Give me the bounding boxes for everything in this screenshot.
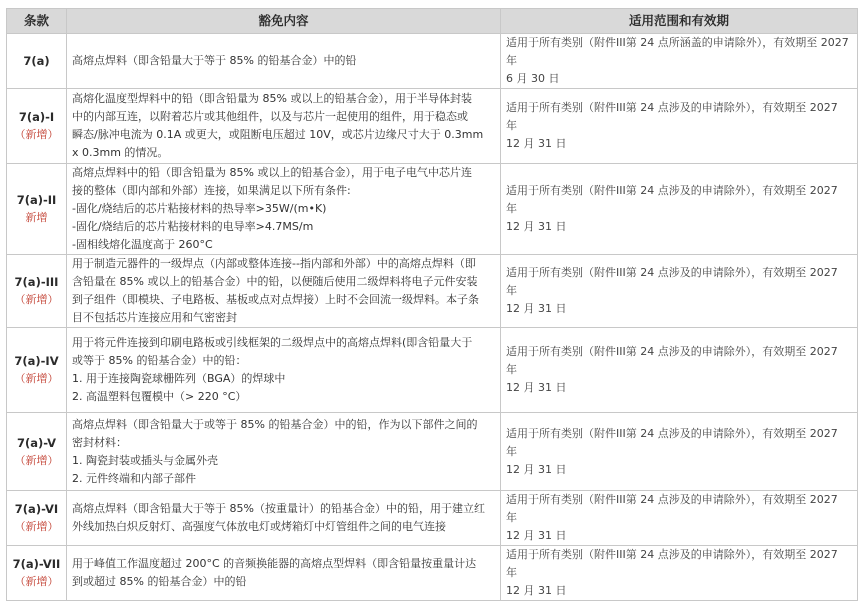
exemption-text: -固化/烧结后的芯片粘接材料的电导率>4.7MS/m xyxy=(72,220,314,233)
clause-number: 7(a)-VI xyxy=(14,502,59,516)
new-tag: （新增） xyxy=(14,372,59,385)
exemption-text: 含铅量在 85% 或以上的铅基合金）中的铅，以便随后使用二级焊料将电子元件安装 xyxy=(72,275,478,288)
scope-cell xyxy=(501,413,858,491)
table-row xyxy=(7,34,858,89)
table-row xyxy=(7,413,858,491)
exemption-text: 用于峰值工作温度超过 200°C 的音频换能器的高熔点型焊料（即含铅量按重量计达 xyxy=(72,557,477,570)
scope-text: 12 月 31 日 xyxy=(506,137,567,150)
exemption-text: 密封材料： xyxy=(72,435,127,449)
scope-text: 12 月 31 日 xyxy=(506,529,567,542)
exemption-text: 用于将元件连接到印刷电路板或引线框架的二级焊点中的高熔点焊料(即含铅量大于 xyxy=(72,336,473,349)
clause-number: 7(a)-IV xyxy=(14,354,59,368)
exemption-text: -固相线熔化温度高于 260°C xyxy=(72,238,213,251)
exemption-text: 1. 陶瓷封装或插头与金属外壳 xyxy=(72,453,218,467)
table-row xyxy=(7,491,858,546)
exemption-text: 高熔点焊料（即含铅量大于或等于 85% 的铅基合金）中的铅，作为以下部件之间的 xyxy=(72,417,478,431)
scope-text: 12 月 31 日 xyxy=(506,584,567,597)
scope-cell xyxy=(501,546,858,601)
exemption-cell xyxy=(67,255,501,328)
exemption-cell xyxy=(67,164,501,255)
exemption-text: 高熔化温度型焊料中的铅（即含铅量为 85% 或以上的铅基合金），用于半导体封装 xyxy=(72,92,472,105)
header-exemption: 豁免内容 xyxy=(67,9,501,34)
exemption-text: 用于制造元器件的一级焊点（内部或整体连接--指内部和外部）中的高熔点焊料（即 xyxy=(72,257,476,270)
clause-number: 7(a)-II xyxy=(16,193,57,207)
clause-number: 7(a)-V xyxy=(16,435,57,450)
exemption-cell xyxy=(67,546,501,601)
scope-cell xyxy=(501,164,858,255)
scope-cell xyxy=(501,89,858,164)
scope-cell xyxy=(501,34,858,89)
exemption-text: 高熔点焊料（即含铅量大于等于 85% 的铅基合金）中的铅 xyxy=(72,54,357,67)
scope-text: 6 月 30 日 xyxy=(506,72,560,85)
scope-cell xyxy=(501,491,858,546)
scope-text: 12 月 31 日 xyxy=(506,220,567,233)
new-tag: （新增） xyxy=(14,575,59,588)
clause-number: 7(a)-III xyxy=(14,275,59,289)
scope-text: 适用于所有类别（附件III第 24 点涉及的申请除外），有效期至 2027 年 xyxy=(506,266,838,297)
clause-cell xyxy=(7,413,67,491)
exemption-text: -固化/烧结后的芯片粘接材料的热导率>35W/(m•K) xyxy=(72,202,327,215)
exemption-cell xyxy=(67,491,501,546)
clause-cell xyxy=(7,491,67,546)
scope-text: 12 月 31 日 xyxy=(506,381,567,394)
exemption-text: 接的整体（即内部和外部）连接，如果满足以下所有条件: xyxy=(72,184,351,197)
header-scope: 适用范围和有效期 xyxy=(501,9,858,34)
exemption-text: 2. 高温塑料包覆模中（> 220 °C） xyxy=(72,390,247,403)
exemption-text: x 0.3mm 的情况。 xyxy=(72,146,169,159)
exemption-text: 目不包括芯片连接应用和气密密封 xyxy=(72,311,237,324)
clause-cell xyxy=(7,164,67,255)
new-tag: （新增） xyxy=(14,453,59,467)
new-tag: （新增） xyxy=(14,520,59,533)
exemption-text: 高熔点焊料（即含铅量大于等于 85%（按重量计）的铅基合金）中的铅，用于建立红 xyxy=(72,502,485,515)
scope-text: 12 月 31 日 xyxy=(506,462,567,476)
clause-number: 7(a)-I xyxy=(18,110,55,124)
exemption-text: 外线加热白炽反射灯、高强度气体放电灯或烤箱灯中灯管组件之间的电气连接 xyxy=(72,520,446,533)
exemption-text: 瞬态/脉冲电流为 0.1A 或更大，或阻断电压超过 10V，或芯片边缘尺寸大于 0.3mm xyxy=(72,128,484,141)
scope-text: 适用于所有类别（附件III第 24 点涉及的申请除外），有效期至 2027 年 xyxy=(506,548,838,579)
scope-text: 12 月 31 日 xyxy=(506,302,567,315)
table-row xyxy=(7,546,858,601)
header-row xyxy=(7,9,858,34)
exemption-text: 1. 用于连接陶瓷球栅阵列（BGA）的焊球中 xyxy=(72,372,286,385)
exemption-text: 高熔点焊料中的铅（即含铅量为 85% 或以上的铅基合金），用于电子电气中芯片连 xyxy=(72,166,472,179)
scope-text: 适用于所有类别（附件III第 24 点涉及的申请除外），有效期至 2027 年 xyxy=(506,345,838,376)
clause-number: 7(a) xyxy=(23,54,50,68)
clause-cell xyxy=(7,328,67,413)
exemption-cell xyxy=(67,34,501,89)
exemption-text: 2. 元件终端和内部子部件 xyxy=(72,471,196,485)
clause-number: 7(a)-VII xyxy=(12,557,61,571)
clause-cell xyxy=(7,89,67,164)
exemption-cell xyxy=(67,328,501,413)
table-row xyxy=(7,328,858,413)
table-row xyxy=(7,89,858,164)
new-tag: （新增） xyxy=(14,293,59,306)
table-row xyxy=(7,255,858,328)
exemption-text: 到子组件（即模块、子电路板、基板或点对点焊接）上时不会回流一级焊料。本子条 xyxy=(72,293,479,306)
clause-cell xyxy=(7,34,67,89)
clause-cell xyxy=(7,546,67,601)
exemption-text: 到或超过 85% 的铅基合金）中的铅 xyxy=(72,575,247,588)
scope-text: 适用于所有类别（附件III第 24 点涉及的申请除外），有效期至 2027 年 xyxy=(506,184,838,215)
exemption-cell xyxy=(67,413,501,491)
header-clause: 条款 xyxy=(7,9,67,34)
scope-cell xyxy=(501,255,858,328)
clause-cell xyxy=(7,255,67,328)
scope-text: 适用于所有类别（附件III第 24 点涉及的申请除外），有效期至 2027 年 xyxy=(506,101,838,132)
exemption-text: 中的内部互连，以附着芯片或其他组件，以及与芯片一起使用的组件，用于稳态或 xyxy=(72,110,468,123)
exemption-table xyxy=(6,8,858,601)
scope-text: 适用于所有类别（附件III第 24 点所涵盖的申请除外），有效期至 2027 年 xyxy=(506,36,849,67)
scope-text: 适用于所有类别（附件III第 24 点涉及的申请除外），有效期至 2027 年 xyxy=(506,426,838,458)
new-tag: （新增） xyxy=(14,128,59,141)
exemption-cell xyxy=(67,89,501,164)
table-row xyxy=(7,164,858,255)
scope-cell xyxy=(501,328,858,413)
scope-text: 适用于所有类别（附件III第 24 点涉及的申请除外），有效期至 2027 年 xyxy=(506,493,838,524)
new-tag: 新增 xyxy=(25,211,48,224)
exemption-text: 或等于 85% 的铅基合金）中的铅： xyxy=(72,354,247,367)
